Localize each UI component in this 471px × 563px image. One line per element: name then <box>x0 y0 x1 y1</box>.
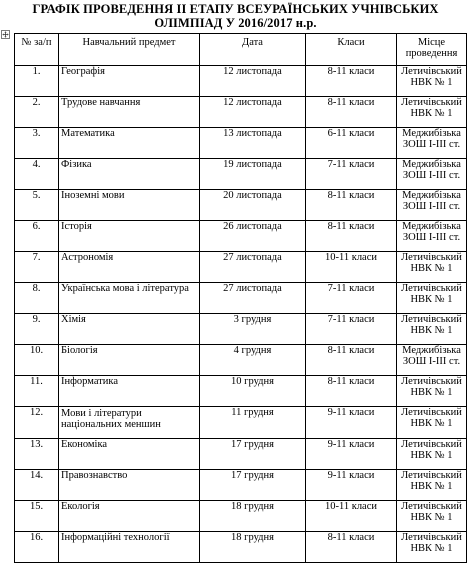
row-grades: 9-11 класи <box>306 470 397 501</box>
title-line-2: ОЛІМПІАД У 2016/2017 н.р. <box>154 16 317 30</box>
row-subject: Економіка <box>59 439 200 470</box>
row-grades: 7-11 класи <box>306 283 397 314</box>
row-date: 12 листопада <box>200 97 306 128</box>
header-num: № за/п <box>15 34 59 66</box>
row-num: 6. <box>15 221 59 252</box>
row-num: 12. <box>15 407 59 439</box>
row-grades: 8-11 класи <box>306 532 397 563</box>
row-date: 3 грудня <box>200 314 306 345</box>
title-line-1: ГРАФІК ПРОВЕДЕННЯ ІІ ЕТАПУ ВСЕУРАЇНСЬКИХ УЧНІВСЬКИХ <box>32 2 439 16</box>
table-row <box>15 501 467 532</box>
table-row <box>15 221 467 252</box>
row-place: Летичівський НВК № 1 <box>397 376 467 407</box>
row-subject: Інформаційні технології <box>59 532 200 563</box>
row-grades: 9-11 класи <box>306 439 397 470</box>
row-place: Меджибізька ЗОШ І-ІІІ ст. <box>397 159 467 190</box>
row-grades: 8-11 класи <box>306 376 397 407</box>
row-date: 27 листопада <box>200 283 306 314</box>
row-subject: Правознавство <box>59 470 200 501</box>
row-grades: 6-11 класи <box>306 128 397 159</box>
row-grades: 8-11 класи <box>306 221 397 252</box>
row-subject: Українська мова і література <box>59 283 200 314</box>
table-row <box>15 532 467 563</box>
row-grades: 8-11 класи <box>306 66 397 97</box>
table-row <box>15 407 467 439</box>
row-num: 1. <box>15 66 59 97</box>
row-subject: Мови і літератури національних меншин <box>59 407 200 439</box>
table-header-row <box>15 34 467 66</box>
row-num: 5. <box>15 190 59 221</box>
row-num: 9. <box>15 314 59 345</box>
row-subject: Астрономія <box>59 252 200 283</box>
olympiad-schedule-table <box>14 33 467 563</box>
row-subject: Географія <box>59 66 200 97</box>
row-date: 18 грудня <box>200 501 306 532</box>
row-grades: 10-11 класи <box>306 252 397 283</box>
table-row <box>15 159 467 190</box>
table-row <box>15 470 467 501</box>
row-subject: Біологія <box>59 345 200 376</box>
row-place: Меджибізька ЗОШ І-ІІІ ст. <box>397 190 467 221</box>
row-place: Летичівський НВК № 1 <box>397 252 467 283</box>
row-date: 4 грудня <box>200 345 306 376</box>
row-date: 20 листопада <box>200 190 306 221</box>
row-num: 16. <box>15 532 59 563</box>
row-place: Летичівський НВК № 1 <box>397 66 467 97</box>
row-num: 3. <box>15 128 59 159</box>
row-place: Летичівський НВК № 1 <box>397 470 467 501</box>
row-num: 14. <box>15 470 59 501</box>
row-subject: Іноземні мови <box>59 190 200 221</box>
row-grades: 7-11 класи <box>306 159 397 190</box>
header-date: Дата <box>200 34 306 66</box>
row-subject: Історія <box>59 221 200 252</box>
table-row <box>15 252 467 283</box>
table-row <box>15 66 467 97</box>
row-grades: 7-11 класи <box>306 314 397 345</box>
row-num: 13. <box>15 439 59 470</box>
row-subject: Математика <box>59 128 200 159</box>
row-num: 2. <box>15 97 59 128</box>
header-place: Місце проведення <box>397 34 467 66</box>
row-date: 10 грудня <box>200 376 306 407</box>
row-date: 17 грудня <box>200 470 306 501</box>
row-place: Летичівський НВК № 1 <box>397 407 467 439</box>
row-place: Летичівський НВК № 1 <box>397 283 467 314</box>
row-date: 17 грудня <box>200 439 306 470</box>
row-date: 19 листопада <box>200 159 306 190</box>
row-place: Летичівський НВК № 1 <box>397 532 467 563</box>
row-date: 13 листопада <box>200 128 306 159</box>
row-subject: Інформатика <box>59 376 200 407</box>
row-date: 12 листопада <box>200 66 306 97</box>
table-move-handle[interactable] <box>1 30 10 39</box>
row-num: 8. <box>15 283 59 314</box>
table-row <box>15 128 467 159</box>
table-row <box>15 314 467 345</box>
header-grades: Класи <box>306 34 397 66</box>
row-place: Летичівський НВК № 1 <box>397 314 467 345</box>
document-title <box>0 2 471 30</box>
row-num: 11. <box>15 376 59 407</box>
row-num: 4. <box>15 159 59 190</box>
row-date: 18 грудня <box>200 532 306 563</box>
row-place: Меджибізька ЗОШ І-ІІІ ст. <box>397 345 467 376</box>
row-grades: 10-11 класи <box>306 501 397 532</box>
move-arrows-icon <box>2 30 9 39</box>
table-row <box>15 283 467 314</box>
table-row <box>15 97 467 128</box>
row-subject: Фізика <box>59 159 200 190</box>
row-place: Меджибізька ЗОШ І-ІІІ ст. <box>397 221 467 252</box>
row-num: 10. <box>15 345 59 376</box>
row-grades: 8-11 класи <box>306 345 397 376</box>
row-grades: 9-11 класи <box>306 407 397 439</box>
row-grades: 8-11 класи <box>306 97 397 128</box>
row-place: Летичівський НВК № 1 <box>397 97 467 128</box>
row-date: 27 листопада <box>200 252 306 283</box>
table-row <box>15 190 467 221</box>
row-num: 7. <box>15 252 59 283</box>
table-row <box>15 345 467 376</box>
row-place: Летичівський НВК № 1 <box>397 439 467 470</box>
row-date: 11 грудня <box>200 407 306 439</box>
row-subject: Екологія <box>59 501 200 532</box>
header-subject: Навчальний предмет <box>59 34 200 66</box>
row-place: Летичівський НВК № 1 <box>397 501 467 532</box>
table-row <box>15 376 467 407</box>
row-subject: Хімія <box>59 314 200 345</box>
row-place: Меджибізька ЗОШ І-ІІІ ст. <box>397 128 467 159</box>
row-subject: Трудове навчання <box>59 97 200 128</box>
table-row <box>15 439 467 470</box>
row-date: 26 листопада <box>200 221 306 252</box>
row-grades: 8-11 класи <box>306 190 397 221</box>
row-num: 15. <box>15 501 59 532</box>
